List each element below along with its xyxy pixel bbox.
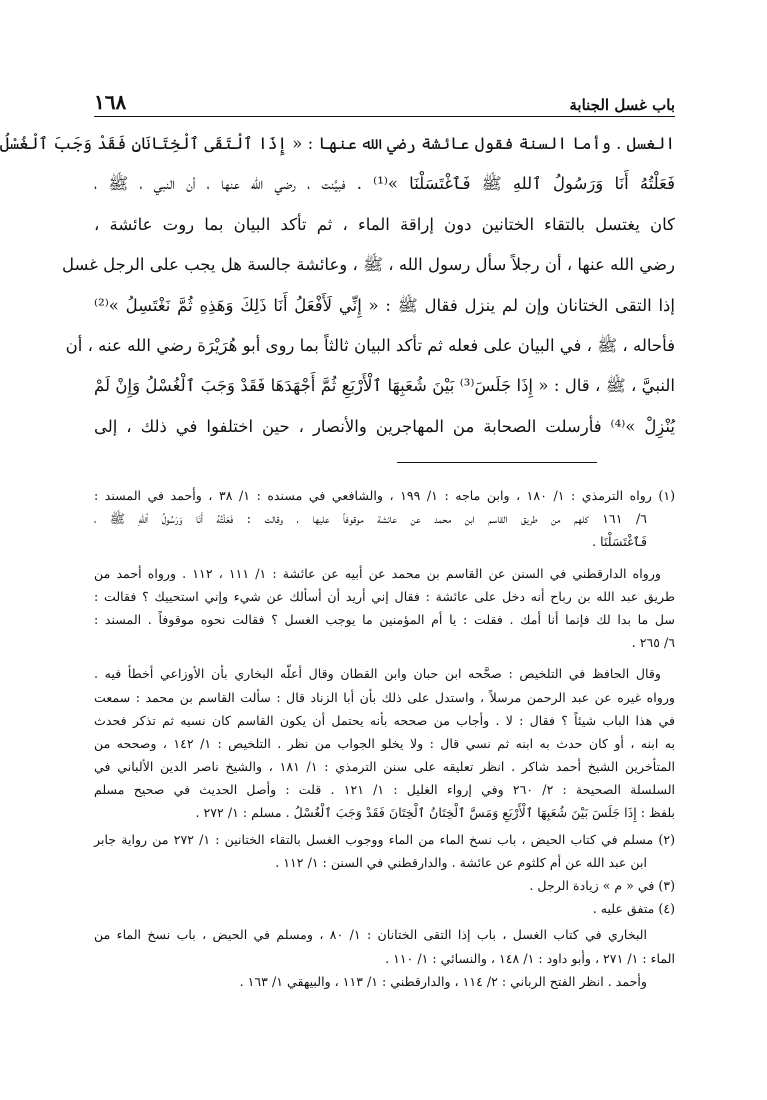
- page-number: ١٦٨: [94, 90, 127, 114]
- book-page: [2, 0, 767, 1100]
- footnote-1-para3-line: السلسلة الصحيحة : ٢/ ٢٦٠ وفي إرواء الغليل : ١/ ١٢١ . قلت : وأصل الحديث في صحيح مسلم: [94, 782, 676, 798]
- footnote-separator: [397, 462, 597, 463]
- footnote-2-line: ابن عبد الله عن أم كلثوم عن عائشة . والدارقطني في السنن : ١/ ١١٢ .: [275, 854, 647, 870]
- footnote-1-para2-line: سل ما بدا لك فإنما أنا أمك . فقلت : يا أم المؤمنين ما يوجب الغسل ؟ فقالت نحوه موقوفاً . المسند :: [94, 611, 675, 627]
- footnote-2-line: (٢) مسلم في كتاب الحيض ، باب نسخ الماء من الماء ووجوب الغسل بالتقاء الختانين : ١/ ٢٧٢ من رواية جابر: [94, 831, 675, 847]
- footnote-1-para3-line: ورواه غيره عن عبد الرحمن مرسلاً ، واستدل على ذلك بأن أبا الزناد قال : سألت القاسم بن محمد : سمعت: [94, 689, 675, 705]
- body-line: فَعَلْتُهُ أَنَا وَرَسُولُ ٱللهِ ﷺ فَٱغْتَسَلْنَا »⁽¹⁾ . فبيَّنت ، رضي الله عنها ، أن النبي ، ﷺ ،: [94, 174, 675, 194]
- footnote-1-para3-line: به ابنه ، أو كان حدث به ابنه ثم نسي قال : ولا يخلو الجواب من نظر . التلخيص : ١/ ١٤٢ ، وصححه من: [94, 735, 675, 751]
- main-text: [0, 124, 675, 447]
- header-rule: [94, 116, 675, 117]
- footnote-3: (٣) في « م » زيادة الرجل .: [529, 878, 675, 893]
- body-line: كان يغتسل بالتقاء الختانين دون إراقة الماء ، ثم تأكد البيان بما روت عائشة ،: [94, 214, 675, 234]
- footnote-1-para3-line: وقال الحافظ في التلخيص : صحَّحه ابن حبان وابن القطان وقال أعلّه البخاري بأن الأوزاعي أخطأ فيه .: [94, 666, 661, 682]
- footnote-4: (٤) متفق عليه .: [592, 901, 675, 917]
- footnote-1-para3-line: المتأخرين الشيخ أحمد شاكر . انظر تعليقه على سنن الترمذي : ١/ ١٨١ ، والشيخ ناصر الدين الألباني في: [94, 759, 676, 775]
- footnote-4-line: البخاري في كتاب الغسل ، باب إذا التقى الختانان : ١/ ٨٠ ، ومسلم في الحيض ، باب نسخ الماء من: [94, 927, 647, 943]
- body-line: رضي الله عنها ، أن رجلاً سأل رسول الله ، ﷺ ، وعائشة جالسة هل يجب على الرجل غسل: [62, 255, 675, 275]
- body-line: يُنْزِلْ »⁽⁴⁾ فأرسلت الصحابة من المهاجرين والأنصار ، حين اختلفوا في ذلك ، إلى: [94, 416, 675, 436]
- footnote-1-line: (١) رواه الترمذي : ١/ ١٨٠ ، وابن ماجه : ١/ ١٩٩ ، والشافعي في مسنده : ١/ ٣٨ ، وأحمد في المسند :: [94, 488, 676, 503]
- body-line: الغسل . وأما السنة فقول عائشة رضي الله عنها : « إِذَا ٱلْتَقَى ٱلْخِتَانَانِ فَقَدْ وَجَبَ ٱلْغُسْلُ: [0, 134, 675, 153]
- footnote-1-line: ٦/ ١٦١ كلهم من طريق القاسم ابن محمد عن عائشة موقوفاً عليها ، وقالت : فَعَلْتُهُ أَنَا وَرَسُولُ ٱللهِ ﷺ ،: [94, 511, 647, 527]
- body-line: النبيَّ ، ﷺ ، قال : « إِذَا جَلَسَ⁽³⁾ بَيْنَ شُعَبِهَا ٱلْأَرْبَعِ ثُمَّ أَجْهَدَهَا فَقَدْ وَجَبَ ٱلْغُسْلُ وَإِنْ لَمْ: [94, 376, 675, 396]
- footnotes: [94, 484, 675, 993]
- footnote-1-para2-line: طريق عبد الله بن رباح أنه دخل على عائشة : فقال إني أريد أن أسألك عن شيء وإني استحييك ؟ فقالت :: [94, 588, 675, 604]
- footnote-1-para3-line: بلفظ : إِذَا جَلَسَ بَيْنَ شُعَبِهَا ٱلْأَرْبَعِ وَمَسَّ ٱلْخِتَانُ ٱلْخِتَانَ فَقَدْ وَجَبَ ٱلْغُسْلُ . مسلم : ١/ ٢٧٢ .: [195, 805, 675, 821]
- page-header: [94, 88, 675, 114]
- footnote-1-line: فَٱغْتَسَلْنَا .: [592, 534, 647, 550]
- body-line: إذا التقى الختانان وإن لم ينزل فقال ﷺ : « إِنِّي لَأَفْعَلُ أَنَا ذَلِكَ وَهَذِهِ ثُمَّ نَغْتَسِلُ »⁽²⁾: [94, 295, 675, 315]
- body-line: فأحاله ، ﷺ ، في البيان على فعله ثم تأكد البيان ثالثاً بما روى أبو هُرَيْرَة رضي الله عنه ، أن: [65, 335, 675, 355]
- footnote-1-para3-line: في هذا الباب شيئاً ؟ فقال : لا . وأجاب من صححه بأنه يحتمل أن يكون القاسم كان نسيه ثم تذكر فحدث: [94, 712, 675, 728]
- footnote-4-line: الماء : ١/ ٢٧١ ، وأبو داود : ١/ ١٤٨ ، والنسائي : ١/ ١١٠ .: [385, 950, 675, 966]
- footnote-4-line: وأحمد . انظر الفتح الرباني : ٢/ ١١٤ ، والدارقطني : ١/ ١١٣ ، والبيهقي ١/ ١٦٣ .: [239, 973, 647, 989]
- chapter-title: باب غسل الجنابة: [569, 96, 675, 114]
- footnote-1-para2-line: ورواه الدارقطني في السنن عن القاسم بن محمد عن أبيه عن عائشة : ١/ ١١١ ، ١١٢ . ورواه أحمد من: [94, 565, 661, 581]
- footnote-1-para2-line: ٦/ ٢٦٥ .: [631, 635, 675, 651]
